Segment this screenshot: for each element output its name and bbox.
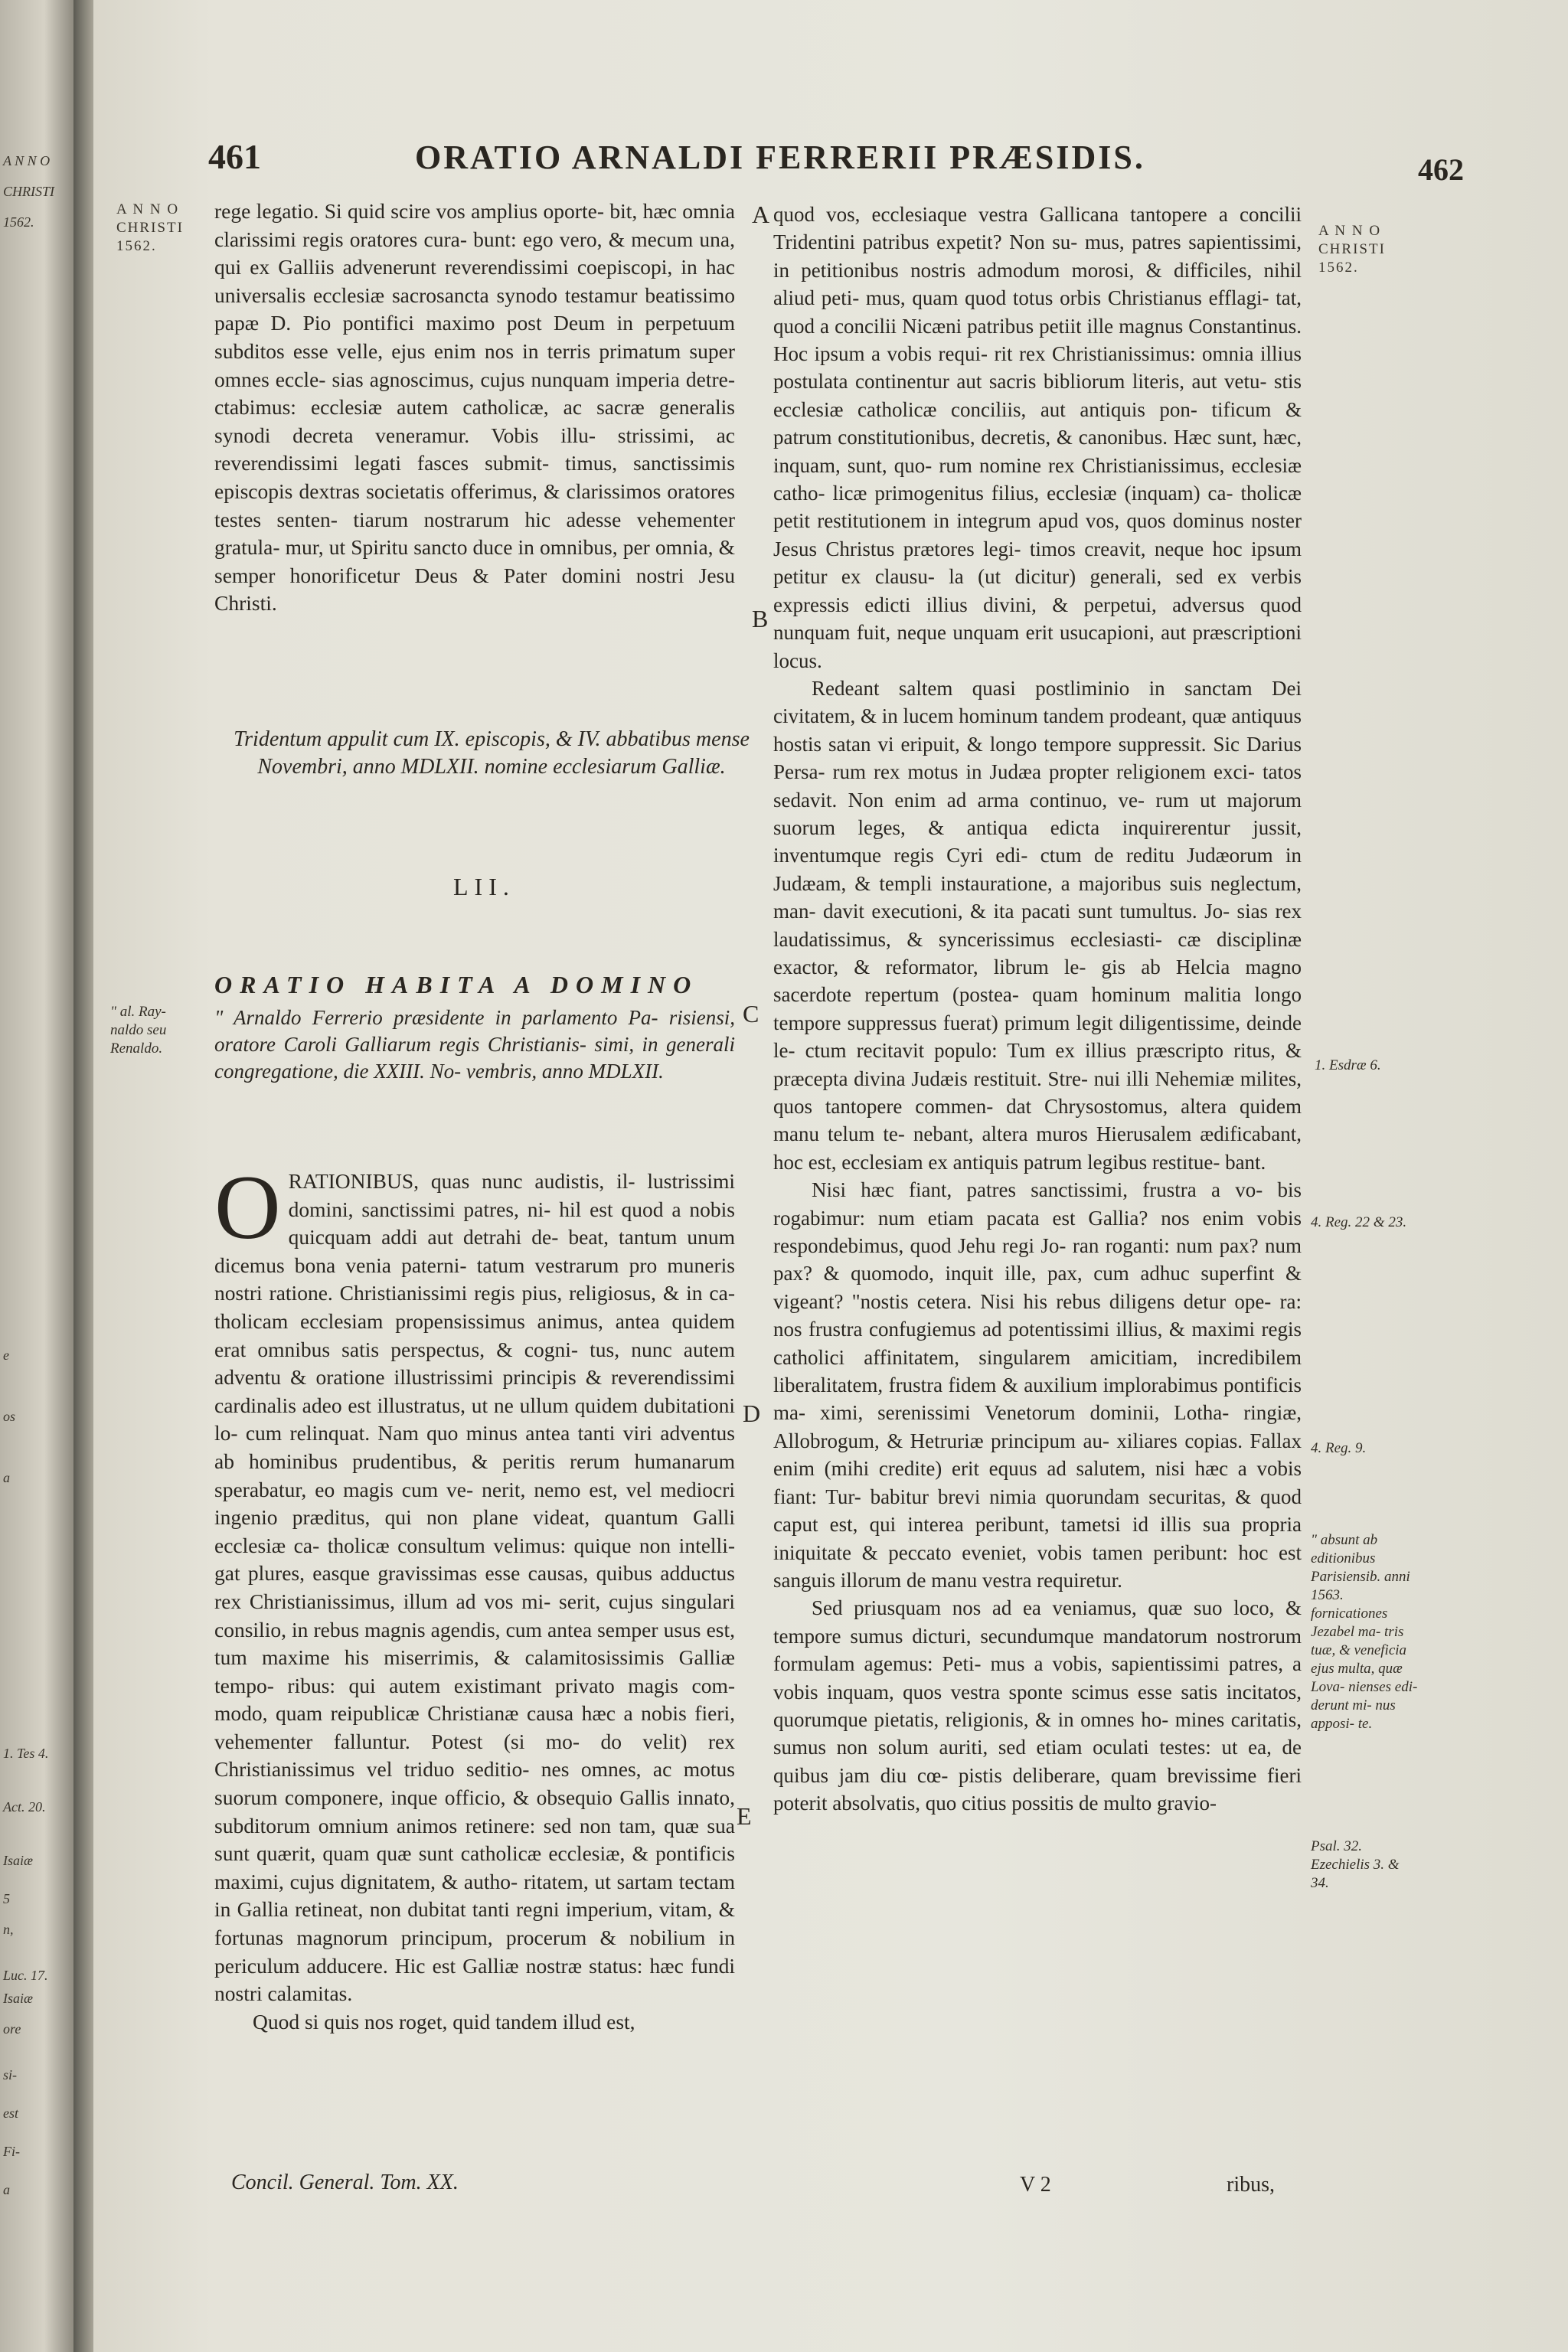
oratio-title: ORATIO HABITA A DOMINO [214, 971, 699, 998]
paragraph-text: RATIONIBUS, quas nunc audistis, il- lustrissimi domini, sanctissimi patres, ni- hil est quod a nobis quicquam addi aut detrahi de- beat, tantum unum dicemus bona venia paterni- tatum vestrarum pro muneris nostri ratione. Christianissimi regis pius, religiosus, & in ca- tholicam ecclesiam propensissimus animus, antea quidem erat omnibus satis perspectus, & cogni- tus, nunc autem adventu & oratione illustrissimi principis & reverendissimi cardinalis adeo est illustratus, ut ne ullum quidem dubitationi lo- cum relinquat. Nam quo minus antea tanti viri adventus ab hominibus prudentibus, & peritis rerum humanarum sperabatur, eo magis cum ve- nerit, nemo est, vel mediocri ingenio præditus, qui non plane videat, quantum Galli ecclesiæ ca- tholicæ consultum velimus: quique non intelli- gat plures, easque gravissimas esse causas, quibus adductus rex Christianissimus, illum ad vos mi- serit, cujus singulari consilio, in rebus magnis agendis, cum antea semper usus est, tum maxime his miserrimis, & calamitosissimis Galliæ tempo- ribus: qui autem existimant privato magis com- modo, quam reipublicæ Christianæ causa hæc a nobis fieri, vehementer falluntur. Potest (si mo- do velit) rex Christianissimus vel triduo seditio- nes omnes, ac motus suorum componere, inque officio, & obsequio Gallis innato, subditorum omnium animos retinere: sed non tam, quæ sua sunt quærit, quam quæ sunt catholicæ ecclesiæ, & pontificis maximi, cujus dignitatem, & autho- ritatem, ut sartam tectam in Gallia retineat, non dubitat tanti regni imperium, vitam, & fortunas magnorum principum, procerum & nobilium in periculum adducere. Hic est Galliæ nostræ status: hæc fundi nostri calamitas. [214, 1169, 735, 2006]
prev-page-fragment: CHRISTI [3, 184, 54, 199]
prev-page-fragment: Isaiæ [3, 1991, 34, 2006]
year-label: 1562. [116, 238, 157, 254]
section-letter-d: D [743, 1400, 761, 1427]
left-column-body [214, 1156, 735, 2036]
book-page [93, 0, 1568, 2352]
running-header [208, 136, 1464, 190]
margin-note-absunt: " absunt ab editionibus Parisiensib. anni 1563. fornicationes Jezabel ma- tris tuæ, & veneficia ejus multa, quæ Lova- nienses edi- derunt mi- nus apposi- te. [1311, 1532, 1418, 1732]
margin-note-psal: Psal. 32. Ezechielis 3. & 34. [1311, 1838, 1400, 1891]
prev-page-fragment: Fi- [3, 2144, 20, 2159]
margin-note-raynaldo: " al. Ray- naldo seu Renaldo. [110, 1004, 167, 1057]
prev-page-fragment: A N N O [3, 153, 51, 168]
prev-page-fragment: 5 [3, 1891, 10, 1906]
oratio-subtitle: " Arnaldo Ferrerio præsidente in parlamento Pa- risiensi, oratore Caroli Galliarum regis Christianis- simi, in generali congregatione, die XXIII. No- vembris, anno MDLXII. [214, 1006, 735, 1083]
page-number-right: 462 [1418, 152, 1464, 187]
paragraph: rege legatio. Si quid scire vos amplius oporte- bit, hæc omnia clarissimi regis oratores cura- bunt: ego vero, & mecum una, qui ex Galliis advenerunt reverendissimi coepiscopi, in hac universalis ecclesiæ sacrosancta synodo testamur beatissimo papæ D. Pio pontifici maximo post Deum in perpetuum subditos esse velle, ejus enim nos in terris primatum super omnes eccle- sias agnoscimus, cujus nunquam imperia detre- ctabimus: ecclesiæ autem catholicæ, ac sacræ generalis synodi decreta veneramur. Vobis illu- strissimi, ac reverendissimi legati fasces submit- timus, sanctissimis episcopis dextras societatis offerimus, & clarissimos oratores testes senten- tiarum nostrarum hic adesse vehementer gratula- mur, ut Spiritu sancto duce in omnibus, per omnia, & semper honorificetur Deus & Pater domini nostri Jesu Christi. [214, 199, 735, 616]
prev-page-fragment: 1562. [3, 214, 34, 230]
left-column-top [214, 198, 735, 618]
year-label: 1562. [1318, 260, 1359, 276]
previous-page-edge [0, 0, 74, 2352]
signature-mark: V 2 [1020, 2173, 1051, 2197]
section-letter-b: B [752, 605, 769, 632]
prev-page-fragment: 1. Tes 4. [3, 1746, 49, 1761]
dropcap-letter: O [214, 1156, 281, 1258]
prev-page-fragment: n, [3, 1922, 14, 1937]
page-number-left: 461 [208, 137, 261, 176]
margin-note-reg23: 4. Reg. 22 & 23. [1311, 1214, 1407, 1230]
anno-label: A N N O [116, 201, 180, 217]
prev-page-fragment: os [3, 1409, 16, 1424]
paragraph: Quod si quis nos roget, quid tandem illud est, [253, 2009, 635, 2034]
volume-footer: Concil. General. Tom. XX. [231, 2171, 459, 2194]
prev-page-fragment: e [3, 1348, 9, 1363]
prev-page-fragment: est [3, 2105, 18, 2121]
section-letter-c: C [743, 1000, 760, 1027]
italic-note: Tridentum appulit cum IX. episcopis, & IV. abbatibus mense Novembri, anno MDLXII. nomine ecclesiarum Galliæ. [234, 727, 750, 779]
section-letter-a: A [752, 201, 770, 228]
christi-label: CHRISTI [116, 220, 184, 236]
section-number: LII. [453, 873, 515, 900]
book-gutter [74, 0, 93, 2352]
anno-christi-right [1318, 222, 1386, 277]
catchword: ribus, [1227, 2173, 1275, 2197]
margin-note-reg9: 4. Reg. 9. [1311, 1440, 1367, 1456]
paragraph: Redeant saltem quasi postliminio in sanctam Dei civitatem, & in lucem hominum tandem prodeant, quæ antiquus hostis satan vi eripuit, & longo tempore suppressit. Sic Darius Persa- rum rex motus in Judæa propter religionem exci- tatos sedavit. Non enim ad arma continuo, ve- rum ut majorum suorum leges, & antiqua edicta inquirerentur jussit, inventumque regis Cyri edi- ctum de reditu Judæorum in Judæam, & templi instauratione, a majoribus suis neglectum, man- davit executioni, & ita pacati sunt tumultus. Jo- sias rex laudatissimus, & syncerissimus ecclesiasti- cæ disciplinæ exactor, & reformator, librum le- gis ab Helcia magno sacerdote repertum (postea- quam hominum malitia longo tempore suppressus fuerat) primum legit diligentissime, deinde le- ctum recitavit populo: Tum ex illius præscripto ritus, & præcepta divina Judæis restituit. Stre- nui illi Nehemiæ milites, quos tantopere commen- dat Chrysostomus, altera quidem manu telum te- nebant, altera muros Hierusalem ædificabant, hoc est, ecclesiam ex antiquis patrum legibus restitue- bant. [773, 676, 1302, 1174]
christi-label: CHRISTI [1318, 241, 1386, 257]
anno-christi-left [116, 201, 184, 256]
running-title: ORATIO ARNALDI FERRERII PRÆSIDIS. [415, 139, 1145, 176]
prev-page-fragment: a [3, 1470, 10, 1485]
prev-page-fragment: Isaiæ [3, 1853, 34, 1868]
paragraph [214, 1156, 735, 2008]
prev-page-fragment: Luc. 17. [3, 1968, 48, 1983]
prev-page-fragment: si- [3, 2067, 17, 2082]
prev-page-fragment: ore [3, 2021, 21, 2037]
prev-page-fragment: Act. 20. [3, 1799, 46, 1815]
paragraph: Nisi hæc fiant, patres sanctissimi, frustra a vo- bis rogabimur: num etiam pacata est Gallia? nos enim vobis respondebimus, quod Jehu regi Jo- ran roganti: num pax? num pax? & quomodo, inquit ille, pax, cum adhuc superfint & vigeant? "nostis cetera. Nisi his rebus diligens detur ope- ra: nos frustra confugiemus ad potentissimi illius, & maximi regis catholici affinitatem, singularem amicitiam, incredibilem liberalitatem, frustra fidem & auxilium implorabimus pontificis ma- ximi, serenissimi Venetorum dominii, Lotha- ringiæ, Allobrogum, & Hetruriæ principum au- xiliares copias. Fallax enim (mihi credite) erit equus ad salutem, nisi hæc a vobis fiant: Tur- babitur brevi nimia quorundam securitas, & quod caput est, qui interea peribunt, tametsi id illis sua propria iniquitate & peccato eveniet, vobis tamen peribunt: hoc est sanguis illorum de manu vestra requiretur. [773, 1178, 1302, 1592]
prev-page-fragment: a [3, 2182, 10, 2197]
section-letter-e: E [737, 1802, 752, 1830]
anno-label: A N N O [1318, 223, 1382, 239]
paragraph: quod vos, ecclesiaque vestra Gallicana tantopere a concilii Tridentini patribus expetit? Non su- mus, patres sapientissimi, in petitionibus nostris admodum morosi, & difficiles, nihil aliud peti- mus, quam quod totus orbis Christianus efflagi- tat, quod a concilii Nicæni patribus petiit ille magnus Constantinus. Hoc ipsum a vobis requi- rit rex Christianissimus: omnia illius postulata continentur aut sacris bibliorum literis, aut vetu- stis ecclesiæ catholicæ conciliis, aut antiquis pon- tificum & patrum constitutionibus, decretis, & canonibus. Hæc sunt, hæc, inquam, sunt, quo- rum nomine rex Christianissimus, ecclesiæ catho- licæ primogenitus filius, ecclesiæ (inquam) ca- tholicæ petit restitutionem in integrum apud vos, quos dominus noster Jesus Christus prætores legi- timos creavit, neque hoc ipsum petitur ex clausu- la (ut dicitur) generali, sed ex verbis expressis edicti illius divini, & perpetui, adversus quod nunquam fuit, neque unquam erit usucapioni, aut præscriptioni locus. [773, 203, 1302, 672]
paragraph: Sed priusquam nos ad ea veniamus, quæ suo loco, & tempore sumus dicturi, secundumque mandatorum nostrorum formulam agemus: Peti- mus a vobis, sapientissimi patres, a vobis inquam, quos vestra sponte scimus esse satis incitatos, quorumque pietatis, religionis, & in omnes ho- mines caritatis, sumus non solum auriti, sed etiam oculati testes: ut ea, de quibus jam diu cœ- pistis deliberare, quam brevissime fieri poterit absolvatis, quo citius possitis de multo gravio- [773, 1596, 1302, 1815]
margin-note-esdras: 1. Esdræ 6. [1315, 1057, 1381, 1073]
right-column [773, 201, 1302, 1818]
